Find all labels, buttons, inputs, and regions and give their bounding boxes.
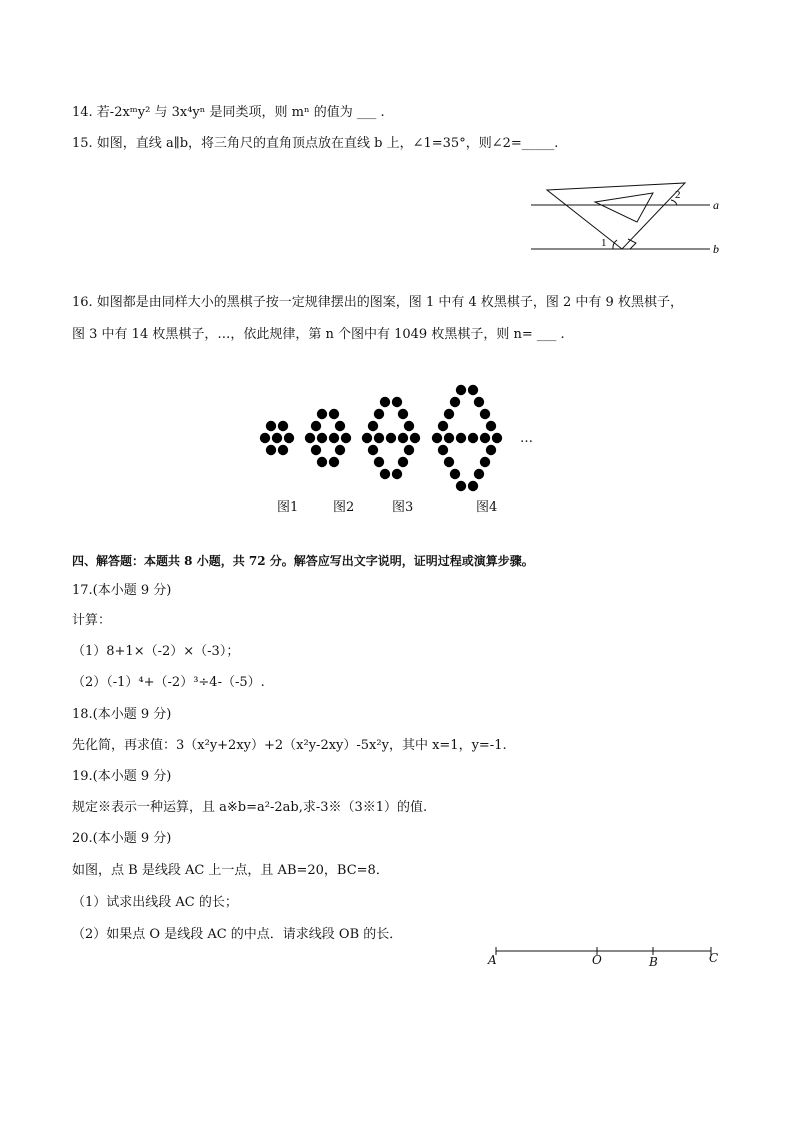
chess-piece-fig3-10 xyxy=(374,457,384,467)
figures-ellipsis: … xyxy=(520,431,533,446)
chess-piece-fig4-3 xyxy=(468,433,478,443)
point-c-label: C xyxy=(709,951,719,965)
chess-piece-fig3-12 xyxy=(398,457,408,467)
chess-piece-fig1-6 xyxy=(278,445,288,455)
chess-piece-fig2-9 xyxy=(317,457,327,467)
right-angle-mark xyxy=(628,239,636,249)
chess-piece-fig1-0 xyxy=(260,433,270,443)
chess-piece-fig3-0 xyxy=(362,433,372,443)
question-17-title: 17.(本小题 9 分) xyxy=(72,583,172,598)
chess-piece-fig2-2 xyxy=(329,433,339,443)
chess-piece-fig4-12 xyxy=(480,409,490,419)
chess-piece-fig3-4 xyxy=(410,433,420,443)
chess-piece-fig1-2 xyxy=(284,433,294,443)
label-angle-2: 2 xyxy=(675,189,681,201)
question-20-title: 20.(本小题 9 分) xyxy=(72,831,172,846)
chess-piece-fig3-11 xyxy=(398,409,408,419)
point-a-label: A xyxy=(488,953,497,967)
question-16-line1: 16. 如图都是由同样大小的黑棋子按一定规律摆出的图案，图 1 中有 4 枚黑棋子，图 2 中有 9 枚黑棋子， xyxy=(72,295,683,310)
chess-piece-fig4-5 xyxy=(492,433,502,443)
label-b: b xyxy=(713,242,719,256)
question-17-intro: 计算： xyxy=(72,613,112,628)
chess-piece-fig4-2 xyxy=(456,433,466,443)
chess-piece-fig2-7 xyxy=(335,445,345,455)
question-20-text: 如图，点 B 是线段 AC 上一点，且 AB=20，BC=8． xyxy=(72,863,389,878)
q20-segment-figure xyxy=(485,944,725,964)
chess-piece-fig3-2 xyxy=(386,433,396,443)
chess-piece-fig4-16 xyxy=(474,397,484,407)
chess-piece-fig2-6 xyxy=(335,421,345,431)
chess-piece-fig4-14 xyxy=(450,397,460,407)
chess-piece-fig4-15 xyxy=(450,469,460,479)
chess-piece-fig3-16 xyxy=(392,469,402,479)
chess-piece-fig4-17 xyxy=(474,469,484,479)
chess-piece-fig3-14 xyxy=(380,469,390,479)
chess-piece-fig1-4 xyxy=(266,445,276,455)
chess-piece-fig4-19 xyxy=(456,481,466,491)
chess-piece-fig3-1 xyxy=(374,433,384,443)
figure-2-label: 图2 xyxy=(333,500,355,515)
figure-1-label: 图1 xyxy=(277,500,299,515)
question-15: 15. 如图，直线 a∥b，将三角尺的直角顶点放在直线 b 上，∠1=35°，则∠2=_____. xyxy=(72,136,559,151)
chess-piece-fig4-18 xyxy=(456,385,466,395)
chess-piece-fig3-15 xyxy=(392,397,402,407)
question-14: 14. 若-2xᵐy² 与 3x⁴yⁿ 是同类项，则 mⁿ 的值为 ___ . xyxy=(72,105,385,120)
chess-piece-fig4-6 xyxy=(438,421,448,431)
chess-piece-fig4-20 xyxy=(468,385,478,395)
question-19-text: 规定※表示一种运算，且 a※b=a²-2ab,求-3※（3※1）的值. xyxy=(72,800,428,815)
set-square xyxy=(547,183,685,249)
question-18-title: 18.(本小题 9 分) xyxy=(72,707,172,722)
chess-piece-fig4-8 xyxy=(486,421,496,431)
chess-piece-fig4-0 xyxy=(432,433,442,443)
set-square-inner xyxy=(595,193,653,222)
figure-4-label: 图4 xyxy=(476,500,498,515)
q15-figure xyxy=(525,180,730,260)
question-20-part2: （2）如果点 O 是线段 AC 的中点．请求线段 OB 的长． xyxy=(72,927,403,942)
chess-piece-fig2-1 xyxy=(317,433,327,443)
question-20-part1: （1）试求出线段 AC 的长； xyxy=(72,895,238,910)
figure-3-label: 图3 xyxy=(392,500,414,515)
chess-piece-fig3-3 xyxy=(398,433,408,443)
point-b-label: B xyxy=(649,955,658,969)
point-o-label: O xyxy=(592,953,602,967)
chess-piece-fig2-3 xyxy=(341,433,351,443)
question-17-part2: （2）（-1）⁴+（-2）³÷4-（-5）. xyxy=(72,675,265,690)
chess-piece-fig4-21 xyxy=(468,481,478,491)
chess-piece-fig2-8 xyxy=(317,409,327,419)
chess-piece-fig4-10 xyxy=(444,409,454,419)
question-18-text: 先化简，再求值：3（x²y+2xy）+2（x²y-2xy）-5x²y，其中 x=1，y=-1. xyxy=(72,738,507,753)
chess-piece-fig2-10 xyxy=(329,409,339,419)
chess-piece-fig4-13 xyxy=(480,457,490,467)
chess-piece-fig3-5 xyxy=(368,421,378,431)
chess-piece-fig2-0 xyxy=(305,433,315,443)
chess-piece-fig4-1 xyxy=(444,433,454,443)
chess-piece-fig1-3 xyxy=(266,421,276,431)
chess-piece-fig2-5 xyxy=(311,445,321,455)
chess-piece-fig4-4 xyxy=(480,433,490,443)
chess-piece-fig1-5 xyxy=(278,421,288,431)
chess-piece-fig4-11 xyxy=(444,457,454,467)
question-17-part1: （1）8+1×（-2）×（-3）； xyxy=(72,644,240,659)
label-angle-1: 1 xyxy=(601,237,607,249)
chess-piece-fig3-13 xyxy=(380,397,390,407)
label-a: a xyxy=(713,198,719,212)
chess-piece-fig2-4 xyxy=(311,421,321,431)
chess-piece-fig3-8 xyxy=(404,445,414,455)
chess-piece-fig2-11 xyxy=(329,457,339,467)
q16-figures xyxy=(0,370,794,500)
chess-piece-fig3-6 xyxy=(368,445,378,455)
chess-piece-fig4-7 xyxy=(438,445,448,455)
section-4-heading: 四、解答题：本题共 8 小题，共 72 分。解答应写出文字说明，证明过程或演算步骤。 xyxy=(72,554,534,568)
question-16-line2: 图 3 中有 14 枚黑棋子，…，依此规律，第 n 个图中有 1049 枚黑棋子，则 n= ___ . xyxy=(72,327,565,342)
chess-piece-fig4-9 xyxy=(486,445,496,455)
question-19-title: 19.(本小题 9 分) xyxy=(72,769,172,784)
chess-piece-fig3-7 xyxy=(404,421,414,431)
chess-piece-fig1-1 xyxy=(272,433,282,443)
chess-piece-fig3-9 xyxy=(374,409,384,419)
